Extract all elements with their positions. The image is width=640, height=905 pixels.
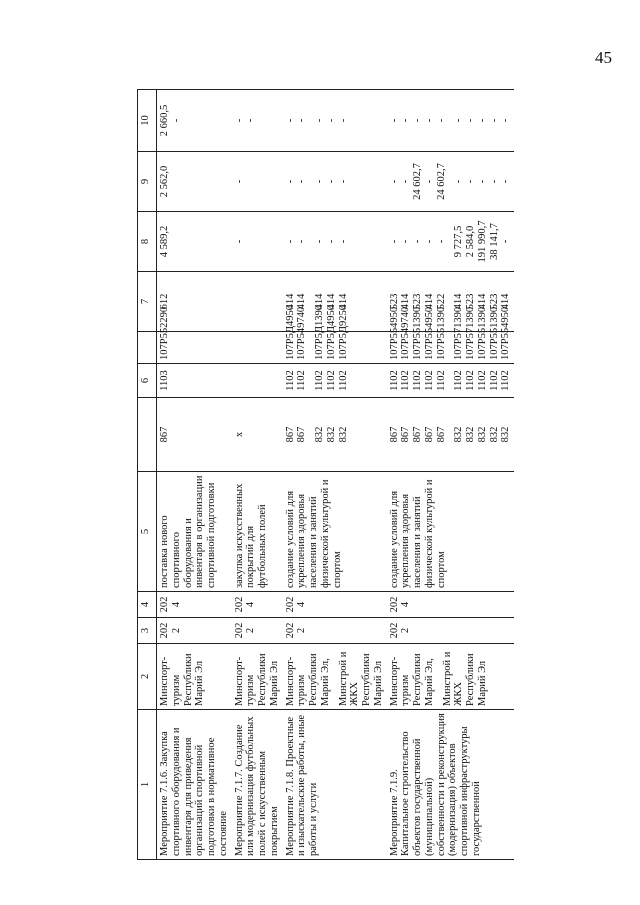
grbs-code: [232, 398, 283, 472]
table-row: [283, 90, 387, 860]
amount-line: -: [488, 179, 500, 184]
code-line: 523: [465, 293, 476, 310]
amount-line: -: [337, 179, 349, 184]
amount-line: 4 589,2: [159, 225, 170, 258]
code-line: 832: [465, 426, 476, 443]
code-line: 107Р549740: [400, 306, 412, 360]
amount-col7: [157, 212, 232, 272]
code-line: 1102: [453, 370, 465, 391]
amount-line: -: [500, 239, 512, 244]
amount-line: -: [284, 118, 296, 123]
end-year: 2024: [283, 592, 387, 618]
code-line: 1102: [412, 370, 423, 391]
code-line: 867: [423, 426, 435, 443]
code-line: 107Р551390: [476, 306, 488, 360]
amount-line: -: [412, 118, 423, 123]
code-line: 1102: [435, 370, 447, 391]
grbs-code: [387, 398, 515, 472]
code-line: 414: [325, 293, 337, 310]
code-line: 1102: [488, 370, 500, 391]
amount-line: -: [284, 239, 296, 244]
code-line: 414: [453, 293, 465, 310]
amount-line: -: [423, 118, 435, 123]
amount-col9: [157, 90, 232, 152]
end-year: 2024: [232, 592, 283, 618]
amount-line: -: [388, 239, 400, 244]
header-cell: 1: [138, 710, 157, 860]
code-line: 867: [296, 426, 308, 443]
code-line: 867: [400, 426, 412, 443]
header-cell: [138, 398, 157, 472]
code-line: 1102: [325, 370, 337, 391]
amount-col9: [232, 90, 283, 152]
code-line: 414: [296, 293, 308, 310]
amount-line: -: [400, 179, 412, 184]
expense-type-code: [232, 272, 283, 332]
amount-line: -: [453, 118, 465, 123]
expected-result: поставка нового спортивного оборудования и инвентаря в организации спортивной подготовки: [157, 472, 232, 592]
code-line: 867: [159, 426, 170, 443]
code-line: 107Р571390: [453, 306, 465, 360]
executor: Минспорт-туризм Республики Марий Эл: [157, 644, 232, 710]
code-line: 107Р551390: [412, 306, 423, 360]
page-number: 45: [595, 48, 612, 67]
target-article-code: [387, 306, 515, 364]
code-line: 523: [488, 293, 500, 310]
code-line: 832: [314, 426, 325, 443]
header-cell: 10: [138, 90, 157, 152]
amount-col7: [387, 212, 515, 272]
code-line: 414: [423, 293, 435, 310]
code-line: 107Р5Д9250: [337, 304, 349, 360]
amount-line: 2 562,0: [159, 165, 170, 198]
expected-result: закупка искусственных покрытий для футбольных полей: [232, 472, 283, 592]
section-code: [232, 364, 283, 398]
start-year: 2022: [157, 618, 232, 644]
start-year: 2022: [232, 618, 283, 644]
amount-col8: [157, 152, 232, 212]
code-line: 1102: [423, 370, 435, 391]
executor-line: Минспорт-туризм Республики Марий Эл,: [284, 653, 331, 706]
expected-result: создание условий для укрепления здоровья населения и занятий физической культурой и спортом: [283, 472, 387, 592]
amount-line: -: [465, 179, 476, 184]
code-line: 1102: [296, 370, 308, 391]
amount-line: -: [423, 179, 435, 184]
amount-line: -: [476, 179, 488, 184]
table-row: [387, 90, 515, 860]
amount-line: -: [500, 118, 512, 123]
amount-line: -: [500, 179, 512, 184]
amount-line: -: [296, 239, 308, 244]
code-line: 522: [435, 293, 447, 310]
amount-line: -: [476, 118, 488, 123]
section-code: [387, 364, 515, 398]
amount-line: -: [337, 239, 349, 244]
code-line: 107Р571390: [465, 306, 476, 360]
executor: [283, 644, 387, 710]
code-line: 832: [325, 426, 337, 443]
amount-line: -: [465, 118, 476, 123]
amount-line: -: [453, 179, 465, 184]
code-line: 1102: [400, 370, 412, 391]
budget-table: [137, 89, 514, 860]
header-cell: 5: [138, 472, 157, 592]
code-line: 523: [412, 293, 423, 310]
amount-line: 24 602,7: [435, 163, 447, 200]
budget-table-rotated: [137, 90, 635, 860]
code-line: 867: [435, 426, 447, 443]
code-line: 107Р5Д4950: [325, 304, 337, 360]
executor: [387, 644, 515, 710]
section-code: [157, 364, 232, 398]
code-line: 867: [412, 426, 423, 443]
code-line: 414: [500, 293, 512, 310]
amount-line: -: [337, 118, 349, 123]
amount-line: -: [325, 118, 337, 123]
code-line: 1102: [284, 370, 296, 391]
amount-line: -: [435, 118, 447, 123]
start-year: 2022: [387, 618, 515, 644]
amount-line: -: [314, 179, 325, 184]
end-year: 2024: [157, 592, 232, 618]
amount-col7: [283, 212, 387, 272]
measure-description: Мероприятие 7.1.8. Проектные и изыскательские работы, иные работы и услуги: [283, 710, 387, 860]
amount-line: 2 584,0: [465, 225, 476, 258]
code-line: 1102: [465, 370, 476, 391]
amount-line: -: [233, 179, 245, 184]
amount-line: 38 141,7: [488, 223, 500, 260]
code-line: 523: [388, 293, 400, 310]
header-cell: 3: [138, 618, 157, 644]
amount-line: -: [170, 118, 182, 123]
measure-description: Мероприятие 7.1.6. Закупка спортивного оборудования и инвентаря для приведения организаций спортивной подготовки в нормативное состояние: [157, 710, 232, 860]
code-line: 107Р554950: [500, 306, 512, 360]
amount-col9: [387, 90, 515, 152]
code-line: 414: [337, 293, 349, 310]
grbs-code: [283, 398, 387, 472]
code-line: 107Р551390: [435, 306, 447, 360]
code-line: 107Р549740: [296, 306, 308, 360]
amount-line: -: [435, 239, 447, 244]
code-line: 1103: [159, 370, 170, 391]
target-article-code: [283, 304, 387, 364]
code-line: 107Р554950: [423, 306, 435, 360]
executor: Минспорт-туризм Республики Марий Эл: [232, 644, 283, 710]
header-cell: 9: [138, 152, 157, 212]
expected-result: создание условий для укрепления здоровья населения и занятий физической культурой и спортом: [387, 472, 515, 592]
amount-line: -: [296, 179, 308, 184]
header-cell: 2: [138, 644, 157, 710]
amount-line: -: [412, 239, 423, 244]
target-article-code: [157, 306, 232, 364]
amount-line: -: [233, 239, 245, 244]
start-year: 2022: [283, 618, 387, 644]
amount-col8: [387, 152, 515, 212]
table-row: [232, 90, 283, 860]
amount-line: 2 660,5: [159, 104, 170, 137]
code-line: 832: [337, 426, 349, 443]
amount-line: -: [314, 118, 325, 123]
amount-col8: [283, 152, 387, 212]
amount-line: -: [423, 239, 435, 244]
code-line: 832: [500, 426, 512, 443]
amount-col8: [232, 152, 283, 212]
amount-line: 191 990,7: [476, 220, 488, 263]
amount-line: 24 602,7: [412, 163, 423, 200]
code-line: 107Р5Д1390: [314, 304, 325, 360]
amount-col7: [232, 212, 283, 272]
code-line: 1102: [314, 370, 325, 391]
header-cell: 4: [138, 592, 157, 618]
amount-line: -: [296, 118, 308, 123]
amount-line: -: [314, 239, 325, 244]
target-article-code: [232, 332, 283, 364]
table-header-row: [138, 90, 157, 860]
code-line: 832: [476, 426, 488, 443]
amount-line: -: [325, 179, 337, 184]
code-line: 1102: [388, 370, 400, 391]
header-cell: 8: [138, 212, 157, 272]
amount-line: -: [400, 118, 412, 123]
section-code: [283, 364, 387, 398]
amount-line: -: [245, 118, 257, 123]
code-line: 414: [400, 293, 412, 310]
code-line: 1102: [500, 370, 512, 391]
amount-line: -: [233, 118, 245, 123]
amount-line: -: [284, 179, 296, 184]
executor-line: Минстрой и ЖКХ Республики Марий Эл: [441, 651, 488, 706]
amount-line: -: [388, 118, 400, 123]
code-line: 867: [388, 426, 400, 443]
code-line: 414: [476, 293, 488, 310]
amount-line: -: [488, 118, 500, 123]
code-line: 612: [159, 293, 170, 310]
code-line: x: [233, 431, 245, 438]
code-line: 107Р552290: [159, 306, 170, 360]
code-line: 867: [284, 426, 296, 443]
code-line: 107Р5Д4950: [284, 304, 296, 360]
amount-line: -: [388, 179, 400, 184]
amount-line: 9 727,5: [453, 225, 465, 258]
table-row: [157, 90, 232, 860]
header-cell: 6: [138, 364, 157, 398]
amount-line: -: [400, 239, 412, 244]
executor-line: Минстрой и ЖКХ Республики Марий Эл: [337, 651, 384, 706]
code-line: 414: [314, 293, 325, 310]
header-cell: [138, 332, 157, 364]
amount-line: -: [325, 239, 337, 244]
code-line: 107Р554950: [388, 306, 400, 360]
measure-description: Мероприятие 7.1.7. Создание или модернизация футбольных полей с искусственным покрытием: [232, 710, 283, 860]
amount-col9: [283, 90, 387, 152]
code-line: 414: [284, 293, 296, 310]
executor-line: Минспорт-туризм Республики Марий Эл,: [388, 653, 435, 706]
measure-description: Мероприятие 7.1.9. Капитальное строительство объектов государственной (муниципальной) собственности и реконструкция (модернизация) объектов спортивной инфраструктуры государственной: [387, 710, 515, 860]
end-year: 2024: [387, 592, 515, 618]
code-line: 1102: [337, 370, 349, 391]
code-line: 107Р551390: [488, 306, 500, 360]
code-line: 1102: [476, 370, 488, 391]
header-cell: 7: [138, 272, 157, 332]
code-line: 832: [488, 426, 500, 443]
code-line: 832: [453, 426, 465, 443]
grbs-code: [157, 398, 232, 472]
